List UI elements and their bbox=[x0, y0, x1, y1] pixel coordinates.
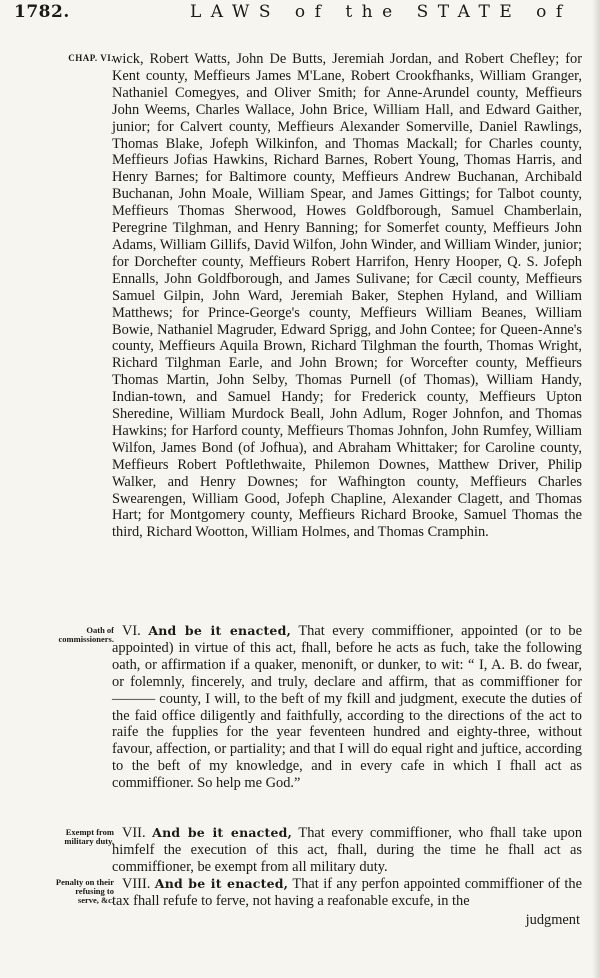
exempt-marginal-note: Exempt from military duty. bbox=[64, 827, 114, 846]
page-edge-shadow bbox=[592, 0, 600, 978]
section-vi-enacting-clause: And be it enacted, bbox=[148, 623, 292, 638]
catchword: judgment bbox=[525, 912, 580, 928]
page-title: LAWS of the STATE of bbox=[190, 2, 572, 22]
section-viii-text: That if any perfon appointed commiffioner of the tax fhall refufe to ferve, not having a reafonable excufe, in the bbox=[112, 876, 583, 909]
section-viii-paragraph bbox=[112, 876, 582, 910]
commissioners-list-text: wick, Robert Watts, John De Butts, Jeremiah Jordan, and Robert Chefley; for Kent county, Meffieurs James M'Lane, Robert Crookfhanks, William Granger, Nathaniel Comegyes, and Oliver Smith; for Anne-Arundel county, Meffieurs John Weems, Charles Wallace, John Brice, William Hall, and Edward Gaither, junior; for Calvert county, Meffieurs Alexander Somerville, Daniel Rawlings, Thomas Blake, Jofeph Wilkinfon, and Thomas Mackall; for Charles county, Meffieurs Jofias Hawkins, Richard Barnes, Robert Young, Thomas Harris, and Henry Barnes; for Baltimore county, Meffieurs Andrew Buchanan, Archibald Buchanan, John Moale, William Spear, and James Gittings; for Talbot county, Meffieurs Thomas Sherwood, Howes Goldfborough, Samuel Chamberlain, Peregrine Tilghman, and Henry Banning; for Somerfet county, Meffieurs John Adams, William Gillifs, David Wilfon, John Winder, and William Winder, junior; for Dorchefter county, Meffieurs Robert Harrifon, Henry Hooper, Q. S. Jofeph Ennalls, John Goldfborough, and James Sulivane; for Cæcil county, Meffieurs Samuel Gilpin, John Ward, Jeremiah Baker, Stephen Hyland, and William Matthews; for Prince-George's county, Meffieurs William Beanes, William Bowie, Nathaniel Magruder, Edward Sprigg, and John Contee; for Queen-Anne's county, Meffieurs Aquila Brown, Richard Tilghman the fourth, Thomas Wright, Richard Tilghman Earle, and John Brown; for Worcefter county, Meffieurs Thomas Martin, John Selby, Thomas Purnell (of Thomas), William Handy, Indian-town, and Samuel Handy; for Frederick county, Meffieurs Upton Sheredine, William Murdock Beall, John Adlum, Roger Johnfon, and Thomas Hawkins; for Harford county, Meffieurs Thomas Johnfon, John Rumfey, William Wilfon, James Bond (of Jofhua), and Abraham Whittaker; for Caroline county, Meffieurs Robert Poftlethwaite, Philemon Downes, Matthew Driver, Philip Walker, and Henry Downes; for Wafhington county, Meffieurs Charles Swearengen, William Good, Jofeph Chapline, Alexander Clagett, and Thomas Hart; for Montgomery county, Meffieurs Richard Brooke, Samuel Thomas the third, Richard Wootton, William Holmes, and Thomas Cramphin. bbox=[112, 51, 582, 541]
commissioners-list-paragraph bbox=[112, 51, 582, 541]
section-vi-text: That every commiffioner, appointed (or to be appointed) in virtue of this act, fhall, before he acts as fuch, take the following oath, or affirmation if a quaker, menonift, or dunker, to wit: “ I, A. B. do fwear, or folemnly, fincerely, and truly, declare and affirm, that as commiffioner for ——— county, I will, to the beft of my fkill and judgment, execute the duties of the faid office diligently and faithfully, according to the directions of the act to raife the fupplies for the year feventeen hundred and eighty-three, without favour, affection, or partiality; and that I will do equal right and juftice, according to the beft of my knowledge, and in every cafe in which I fhall act as commiffioner. So help me God.” bbox=[112, 623, 582, 792]
section-vii-text: That every commiffioner, who fhall take upon himfelf the execution of this act, fhall, during the time he fhall act as commiffioner, be exempt from all military duty. bbox=[112, 825, 583, 875]
page-year: 1782. bbox=[14, 2, 70, 22]
section-vii-enacting-clause: And be it enacted, bbox=[152, 825, 293, 840]
penalty-marginal-note: Penalty on their refusing to serve, &c. bbox=[55, 877, 114, 905]
section-vi-number: VI. bbox=[122, 623, 141, 639]
oath-marginal-note: Oath of commissioners. bbox=[58, 625, 114, 644]
running-head bbox=[14, 2, 600, 28]
section-vii-number: VII. bbox=[122, 825, 146, 841]
section-viii-enacting-clause: And be it enacted, bbox=[154, 876, 289, 891]
section-viii-number: VIII. bbox=[122, 876, 151, 892]
chapter-marginal-note: CHAP. VI. bbox=[68, 53, 114, 63]
section-vii-paragraph bbox=[112, 825, 582, 876]
section-vi-paragraph bbox=[112, 623, 582, 792]
